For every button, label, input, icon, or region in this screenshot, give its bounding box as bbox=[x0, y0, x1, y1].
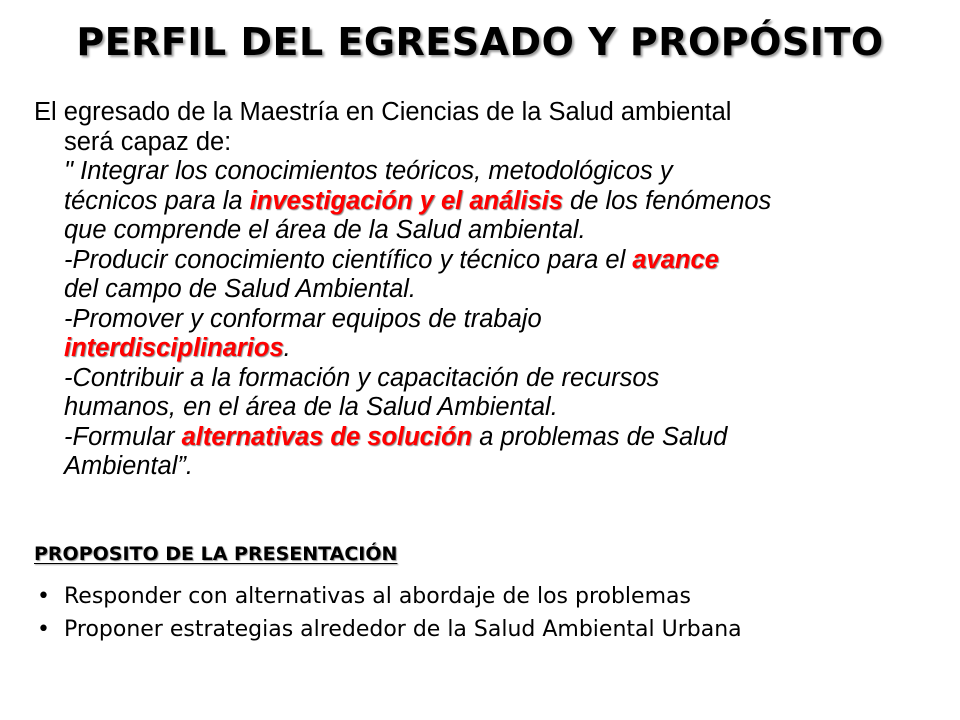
bullet-icon: • bbox=[37, 584, 50, 609]
objective-text: . bbox=[283, 334, 291, 362]
objective-text: -Formular bbox=[64, 422, 182, 451]
highlight-avance: avance bbox=[632, 245, 719, 274]
objective-line bbox=[34, 393, 934, 423]
objective-text: -Contribuir a la formación y capacitación de recursos bbox=[64, 363, 660, 392]
section-heading: PROPOSITO DE LA PRESENTACIÓN bbox=[34, 543, 398, 565]
objective-text: a problemas de Salud bbox=[472, 422, 728, 451]
objective-text: que comprende el área de la Salud ambiental. bbox=[64, 216, 586, 244]
bullet-icon: • bbox=[37, 617, 50, 642]
objective-line bbox=[34, 246, 934, 276]
objective-line bbox=[34, 157, 934, 187]
objective-text: técnicos para la bbox=[64, 186, 250, 215]
intro-text-1: El egresado de la Maestría en Ciencias de la Salud ambiental bbox=[34, 98, 732, 126]
objective-line bbox=[34, 187, 934, 217]
objective-text: -Promover y conformar equipos de trabajo bbox=[64, 304, 542, 333]
highlight-alternativas: alternativas de solución bbox=[181, 422, 473, 451]
graduate-profile-text bbox=[34, 98, 934, 482]
intro-line bbox=[34, 128, 934, 158]
highlight-investigacion: investigación y el análisis bbox=[249, 186, 563, 215]
list-item-text: Responder con alternativas al abordaje de los problemas bbox=[64, 584, 691, 609]
objective-line bbox=[34, 305, 934, 335]
objective-text: " Integrar los conocimientos teóricos, metodológicos y bbox=[64, 157, 673, 185]
intro-line bbox=[34, 98, 934, 128]
objective-line bbox=[34, 452, 934, 482]
objective-line bbox=[34, 334, 934, 364]
objective-text: del campo de Salud Ambiental. bbox=[64, 275, 417, 303]
objective-line bbox=[34, 216, 934, 246]
highlight-interdisciplinarios: interdisciplinarios bbox=[64, 334, 284, 362]
objective-line bbox=[34, 423, 934, 453]
intro-text-2: será capaz de: bbox=[64, 127, 232, 156]
slide-title: PERFIL DEL EGRESADO Y PROPÓSITO bbox=[76, 20, 884, 64]
objective-line bbox=[34, 364, 934, 394]
objective-text: de los fenómenos bbox=[562, 186, 772, 215]
purpose-list bbox=[34, 584, 934, 650]
objective-text: Ambiental”. bbox=[64, 452, 193, 480]
list-item bbox=[34, 584, 934, 609]
objective-text: humanos, en el área de la Salud Ambiental. bbox=[64, 393, 558, 421]
list-item-text: Proponer estrategias alrededor de la Salud Ambiental Urbana bbox=[64, 617, 742, 642]
objective-text: -Producir conocimiento científico y técnico para el bbox=[64, 245, 633, 274]
list-item bbox=[34, 617, 934, 642]
objective-line bbox=[34, 275, 934, 305]
